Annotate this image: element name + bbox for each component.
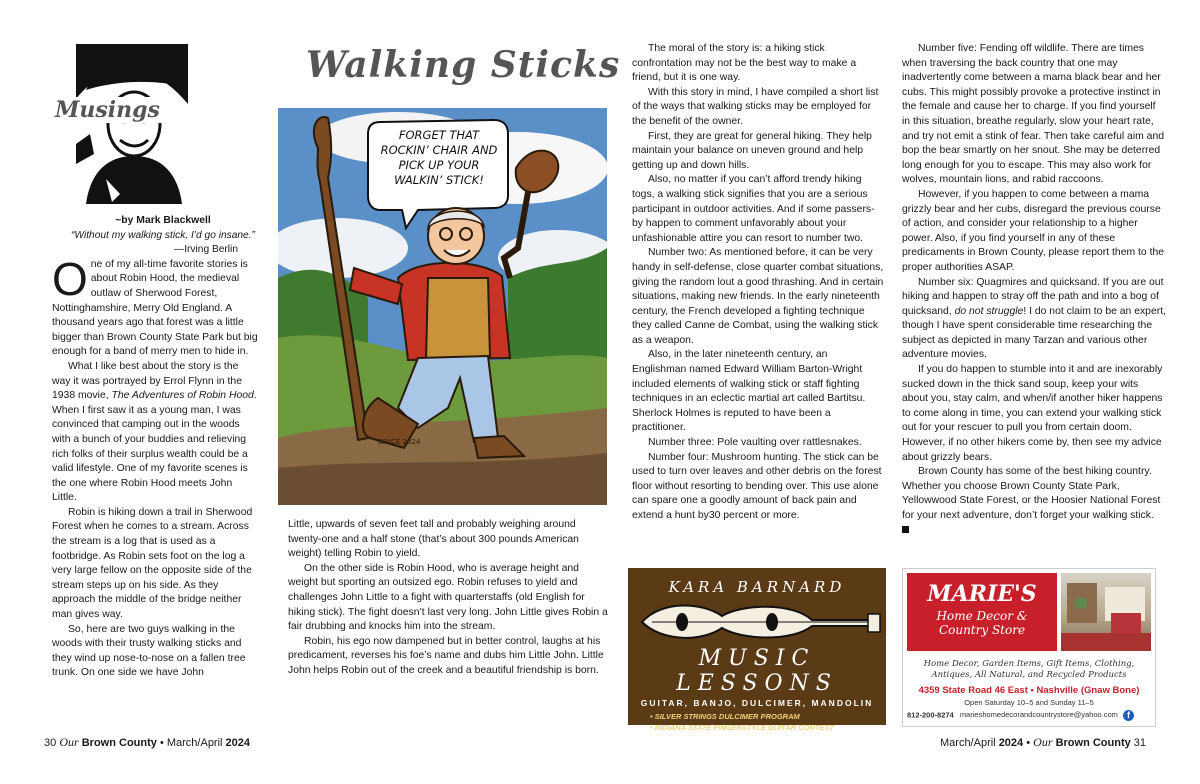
page-number-left: 30 [44, 737, 57, 749]
ad-kara-website[interactable]: VISIT KARABARNARD.COM [632, 736, 882, 751]
issue-year: 2024 [225, 737, 251, 749]
ad-kara-bullet: • INDIANA STATE FINGERSTYLE GUITAR CONTEST [650, 723, 835, 732]
paragraph: Number five: Fending off wildlife. There are times when traversing the back country that one may inadvertently come between a mama black bear and her cubs. This might possibly provoke a protective instinct in the female and cause her to charge. If you find yourself in this situation, breathe regularly, slow your heart rate, and try not emit a stink of fear. Then take careful aim and bop the bear smartly on her snout. She may be deterred long enough for you to escape. This may also work for wolves, mountain lions, and rabid raccoons. [902, 43, 1165, 186]
maries-address: 4359 State Road 46 East • Nashville (Gnaw Bone) [918, 685, 1140, 696]
paragraph: Number three: Pole vaulting over rattlesnakes. [648, 437, 862, 449]
paragraph: Number six: Quagmires and quicksand. If you are out hiking and happen to stray off the path and into a bog of quicksand, do not struggle! I do not claim to be an expert, though I have spent considerable time researching the subject as depicted in many Tarzan and various other adventure movies. [902, 276, 1166, 361]
speech-bubble-text: FORGET THAT ROCKIN’ CHAIR AND PICK UP YOUR WALKIN’ STICK! [380, 128, 498, 187]
paragraph: One of my all-time favorite stories is about Robin Hood, the medieval outlaw of Sherwood Forest, Nottinghamshire, Merry Old England. A thousand years ago that forest was a little bigger than Brown County State Park but big enough for a band of merry men to hide in. [52, 252, 258, 358]
epigraph-attribution: —Irving Berlin [174, 244, 238, 256]
page-number-right: 31 [1133, 737, 1147, 749]
maries-logo [907, 573, 1057, 651]
article-title: Walking Sticks [306, 44, 621, 86]
ad-kara-instruments: GUITAR, BANJO, DULCIMER, MANDOLIN [640, 698, 874, 708]
illustration-signature: BRYCE 2024 [378, 438, 421, 446]
maries-email[interactable]: marieshomedecorandcountrystore@yahoo.com [959, 710, 1118, 720]
separator: • [1026, 737, 1031, 749]
column-3 [632, 42, 884, 524]
epigraph-quote: “Without my walking stick, I’d go insane.” [71, 229, 255, 241]
musings-label: Musings [52, 97, 163, 123]
end-mark [902, 524, 1166, 539]
column-4 [902, 42, 1166, 538]
paragraph: Also, no matter if you can’t afford trendy hiking togs, a walking stick signifies that you are a serious participant in outdoor activities. And if some passers-by happen to comment unfavorably about your unfashionable attire you can resort to number two. [632, 174, 875, 244]
paragraph: With this story in mind, I have compiled a short list of the ways that walking sticks may be employed for the benefit of the owner. [632, 86, 879, 127]
paragraph: Robin, his ego now dampened but in better control, laughs at his predicament, reverses his foe’s name and dubs him Little John. Little John helps Robin out of the creek and a beautiful friendship is born. [288, 635, 604, 676]
column-1 [52, 214, 258, 681]
ad-kara-headline: MUSIC LESSONS [676, 646, 838, 696]
paragraph: So, here are two guys walking in the woods with their trusty walking sticks and they wind up nose-to-nose on a fallen tree trunk. On one side we have John [52, 623, 246, 679]
issue-year: 2024 [998, 737, 1024, 749]
kara-barnard-ad[interactable] [628, 568, 886, 751]
dulcimer-icon [632, 598, 882, 644]
maries-items: Home Decor, Garden Items, Gift Items, Clothing, Antiques, All Natural, and Recycled Products [923, 659, 1135, 680]
brand-name: Brown County [81, 737, 157, 749]
end-square-icon [902, 526, 909, 533]
facebook-icon[interactable]: f [1123, 710, 1134, 721]
issue-date: March/April [940, 737, 996, 749]
paragraph: Brown County has some of the best hiking country. Whether you choose Brown County State Park, Yellowwood State Forest, or the Hoosier National Forest for your next adventure, don’t forget your walking stick. [902, 466, 1161, 521]
maries-phone: 812-200-8274 [907, 710, 954, 720]
maries-subtitle: Home Decor & Country Store [936, 609, 1028, 637]
paragraph: However, if you happen to come between a mama grizzly bear and her cubs, disregard the previous course of action, and consider your relationship to a higher power. Also, if you find yourself in any of these predicaments in Brown County, please report them to the proper authorities ASAP. [902, 188, 1165, 273]
paragraph: The moral of the story is: a hiking stick confrontation may not be the best way to make a friend, but it is one way. [632, 43, 857, 84]
ad-kara-bullet: • SILVER STRINGS DULCIMER PROGRAM [650, 712, 800, 721]
musings-portrait [76, 44, 188, 204]
brand-prefix: Our [1033, 735, 1053, 749]
footer-left [44, 735, 250, 750]
paragraph: What I like best about the story is the way it was portrayed by Errol Flynn in the 1938 movie, The Adventures of Robin Hood. When I first saw it as a young man, I was convinced that camping out in the woods with a bunch of your buddies and relieving rich folks of their surplus wealth could be a valid lifestyle. One of my favorite scenes is the one where Robin Hood meets John Little. [52, 360, 257, 504]
brand-name: Brown County [1055, 737, 1131, 749]
paragraph: Number two: As mentioned before, it can be very handy in self-defense, close quarter combat situations, giving the random lout a good thrashing. And in certain situations, making new friends. In the early nineteenth century, the French developed a fighting technique they called Canne de Combat, using the walking stick as a weapon. [632, 247, 884, 346]
paragraph: On the other side is Robin Hood, who is average height and weight but sporting an outsized ego. Robin refuses to yield and challenges John Little to a fight with quarterstaffs (old English for hiking stick). The fight doesn’t last very long. John Little gives Robin a fair drubbing and knocks him into the stream. [288, 562, 608, 633]
ad-kara-name: KARA BARNARD [668, 578, 846, 596]
column-2 [288, 518, 610, 679]
byline: ~by Mark Blackwell [115, 215, 211, 226]
footer-right [940, 735, 1146, 750]
paragraph: If you do happen to stumble into it and are inexorably sucked down in the thick sand soup, keep your wits about you, stay calm, and when/if another hiker happens to come along in time, you can extend your walking stick out for your rescuer to pull you from certain doom. However, if no other hikers come by, then see my advice about grizzly bears. [902, 364, 1163, 463]
drop-cap: O [52, 252, 88, 305]
maries-ad[interactable] [902, 568, 1156, 727]
paragraph: Little, upwards of seven feet tall and probably weighing around twenty-one and a half stone (that’s about 300 pounds American weight) telling Robin to yield. [288, 519, 579, 560]
store-photo [1061, 573, 1151, 651]
maries-name: MARIE'S [927, 581, 1037, 607]
hiker-illustration [278, 108, 607, 505]
paragraph: Number four: Mushroom hunting. The stick can be used to turn over leaves and other debris on the forest floor without resorting to bending over. This use alone can spare one a goodly amount of back pain and extend a hunt by30 percent or more. [632, 451, 882, 521]
maries-contact [907, 710, 1151, 721]
maries-hours: Open Saturday 10–5 and Sunday 11–5 [964, 698, 1094, 707]
brand-prefix: Our [59, 735, 79, 749]
paragraph: First, they are great for general hiking. They help maintain your balance on uneven ground and help getting up and down hills. [632, 130, 872, 171]
issue-date: • March/April [159, 737, 223, 749]
paragraph: Robin is hiking down a trail in Sherwood Forest when he comes to a stream. Across the stream is a log that is used as a footbridge. As Robin sets foot on the log a very large fellow on the opposite side of the stream steps up on his side. As they approach the middle of the bridge neither man gives way. [52, 506, 253, 621]
paragraph: Also, in the later nineteenth century, an Englishman named Edward William Barton-Wright included elements of walking stick or staff fighting techniques in an eclectic martial art called Bartitsu. Sherlock Holmes is reputed to have been a practitioner. [632, 349, 866, 434]
